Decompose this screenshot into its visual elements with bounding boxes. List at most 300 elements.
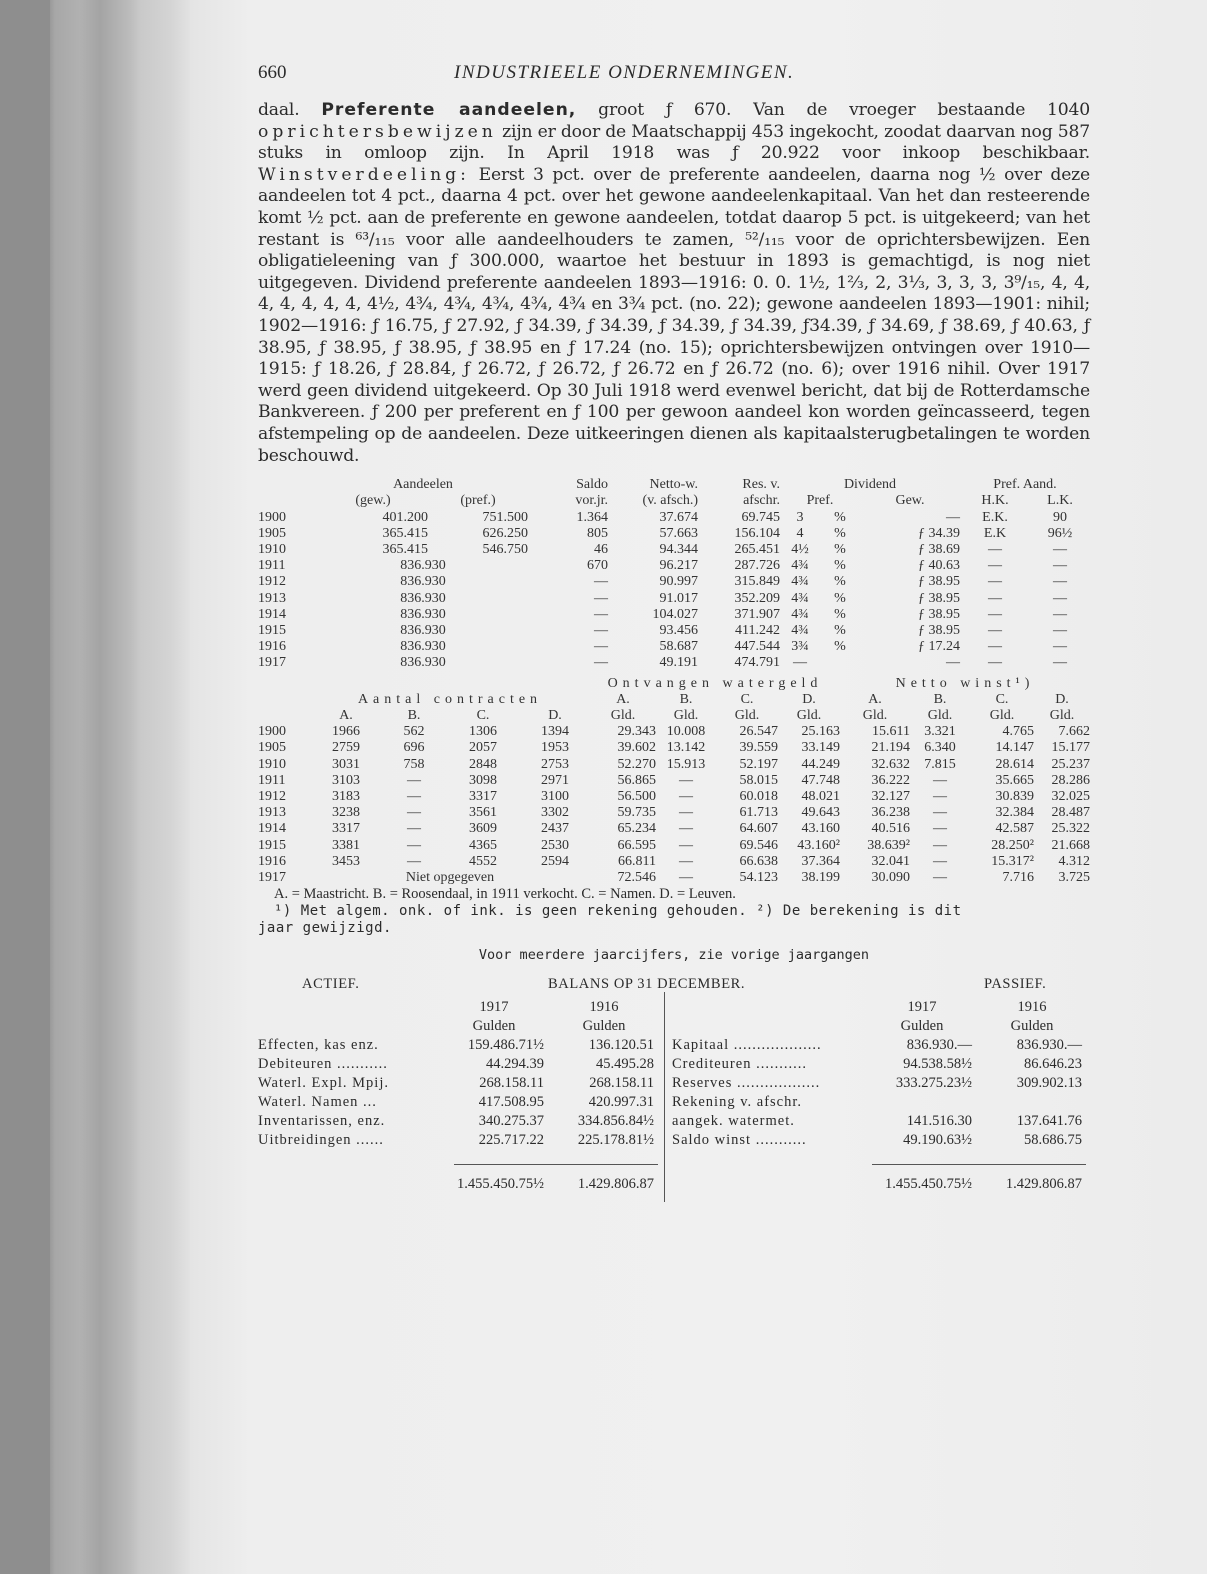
- netto-winst-cell: —: [933, 853, 947, 869]
- netto-cell: 93.456: [659, 622, 698, 638]
- watergeld-cell: 38.199: [801, 869, 840, 885]
- actief-value-1916: 136.120.51: [588, 1037, 654, 1054]
- actief-total-1916: 1.429.806.87: [577, 1176, 654, 1193]
- watergeld-cell: —: [679, 772, 693, 788]
- watergeld-cell: 44.249: [801, 756, 840, 772]
- actief-value-1917: 340.275.37: [478, 1113, 544, 1130]
- table-notes: [258, 886, 1090, 964]
- aandeelen-merged-cell: 836.930: [400, 622, 446, 638]
- section-heading-preferente: Preferente aandeelen,: [321, 100, 577, 120]
- passief-col-1916: [982, 998, 1082, 1150]
- netto-cell: 91.017: [659, 590, 698, 606]
- actief-value-1917: 159.486.71½: [467, 1037, 544, 1054]
- pct-cell: %: [834, 606, 846, 622]
- saldo-cell: —: [594, 574, 608, 590]
- pct-cell: %: [834, 509, 846, 525]
- aandeelen-merged-cell: 836.930: [400, 655, 446, 671]
- actief-label-cell: Debiteuren ...........: [258, 1056, 388, 1073]
- watergeld-cell: —: [679, 805, 693, 821]
- footnote-1-cont: jaar gewijzigd.: [258, 920, 392, 937]
- hk-cell: E.K.: [982, 509, 1008, 525]
- actief-total-1917: 1.455.450.75½: [457, 1176, 544, 1193]
- passief-total-1916: 1.429.806.87: [1005, 1176, 1082, 1193]
- passief-value-1917: 141.516.30: [906, 1113, 972, 1130]
- header-netto-sub: (v. afsch.): [642, 493, 698, 509]
- page-content: [258, 56, 1090, 1198]
- netto-winst-cell: —: [933, 869, 947, 885]
- book-spine: [0, 0, 190, 1574]
- passief-value-1916: 58.686.75: [1024, 1132, 1082, 1149]
- contracts-cell: 3609: [469, 821, 497, 837]
- header-letter-d: D.: [548, 707, 562, 723]
- watergeld-cell: 43.160²: [797, 837, 840, 853]
- netto-winst-cell: —: [933, 821, 947, 837]
- body-paragraph: [258, 100, 1090, 467]
- div-pref-cell: —: [793, 655, 807, 671]
- lk-cell: —: [1053, 655, 1067, 671]
- watergeld-cell: 56.500: [617, 788, 656, 804]
- header-letter-b: B.: [933, 691, 947, 707]
- actief-value-1916: 420.997.31: [588, 1094, 654, 1111]
- table-row: [258, 574, 1090, 590]
- year-header: 1916: [589, 999, 619, 1016]
- res-cell: 69.745: [741, 509, 780, 525]
- contracts-cell: 1306: [469, 724, 497, 740]
- netto-winst-cell: 21.194: [871, 740, 910, 756]
- watergeld-cell: 15.913: [666, 756, 706, 772]
- contracts-cell: 2759: [332, 740, 360, 756]
- lk-cell: —: [1053, 606, 1067, 622]
- netto-cell: 90.997: [659, 574, 698, 590]
- text-run: Eerst 3 pct. over de preferente aandeelen, daarna nog ½ over deze aandeelen tot 4 pct., daarna 4 pct. over het gewone aandeelenkapitaal. Van het dan resteerende komt ½ pct. aan de preferente en gewone aandeelen, totdat daarop 5 pct. is uitgekeerd; van het restant is ⁶³/₁₁₅ voor alle aandeelhouders te zamen, ⁵²/₁₁₅ voor de oprichtersbewijzen. Een obligatieleening van ƒ 300.000, waartoe het bestuur in 1893 is gemachtigd, is nog niet uitgegeven. Dividend preferente aandeelen 1893—1916: 0. 0. 1½, 1⅔, 2, 3⅓, 3, 3, 3, 3⁹/₁₅, 4, 4, 4, 4, 4, 4, 4, 4½, 4¾, 4¾, 4¾, 4¾, 4¾ en 3¾ pct. (no. 22); gewone aandeelen 1893—1901: nihil; 1902—1916: ƒ 16.75, ƒ 27.92, ƒ 34.39, ƒ 34.39, ƒ 34.39, ƒ 34.39, ƒ34.39, ƒ 34.69, ƒ 38.69, ƒ 40.63, ƒ 38.95, ƒ 38.95, ƒ 38.95, ƒ 38.95 en ƒ 17.24 (no. 15); oprichtersbewijzen ontvingen over 1910—1915: ƒ 18.26, ƒ 28.84, ƒ 26.72, ƒ 26.72, ƒ 26.72 en ƒ 26.72 (no. 6); over 1916 nihil. Over 1917 werd geen dividend uitgekeerd. Op 30 Juli 1918 werd evenwel bericht, dat bij de Rotterdamsche Bankvereen. ƒ 200 per preferent en ƒ 100 per gewoon aandeel kon worden geïncasseerd, tegen afstempeling op de aandeelen. Deze uitkeeringen dienen als kapitaalsterugbetalingen te worden beschouwd.: [258, 164, 1090, 466]
- netto-winst-cell: 15.611: [872, 724, 910, 740]
- div-gew-cell: ƒ 38.95: [918, 574, 960, 590]
- netto-winst-cell: 3.321: [924, 724, 956, 740]
- watergeld-cell: 66.811: [618, 853, 656, 869]
- watergeld-cell: 43.160: [801, 821, 840, 837]
- res-cell: 447.544: [734, 639, 780, 655]
- passief-value-1917: 333.275.23½: [895, 1075, 972, 1092]
- header-div-gew: Gew.: [895, 493, 925, 509]
- res-cell: 287.726: [734, 558, 780, 574]
- balance-title: BALANS OP 31 DECEMBER.: [548, 976, 746, 993]
- watergeld-cell: 13.142: [666, 740, 706, 756]
- watergeld-cell: 39.602: [617, 740, 656, 756]
- div-gew-cell: —: [946, 655, 960, 671]
- page-number: 660: [258, 62, 287, 83]
- netto-winst-cell: 42.587: [995, 821, 1034, 837]
- div-gew-cell: ƒ 17.24: [918, 639, 960, 655]
- netto-winst-cell: —: [933, 772, 947, 788]
- actief-label-cell: Uitbreidingen ......: [258, 1132, 384, 1149]
- year-cell: 1913: [258, 805, 286, 821]
- contracts-cell: 1953: [541, 740, 569, 756]
- watergeld-cell: 48.021: [801, 788, 840, 804]
- table-row: [258, 757, 1090, 773]
- header-netto: Netto-w.: [649, 477, 698, 493]
- saldo-cell: —: [594, 606, 608, 622]
- hk-cell: —: [988, 639, 1002, 655]
- gew-cell: 365.415: [382, 525, 428, 541]
- table-letter-row: [258, 692, 1090, 708]
- header-unit: Gld.: [796, 707, 822, 723]
- netto-winst-cell: 15.177: [1051, 740, 1090, 756]
- netto-winst-cell: —: [933, 837, 947, 853]
- netto-winst-cell: 28.614: [995, 756, 1034, 772]
- hk-cell: —: [988, 558, 1002, 574]
- netto-winst-cell: 7.662: [1058, 724, 1090, 740]
- saldo-cell: 46: [594, 541, 608, 557]
- table-unit-row: [258, 708, 1090, 724]
- year-cell: 1914: [258, 821, 286, 837]
- netto-winst-cell: 3.725: [1058, 869, 1090, 885]
- watergeld-cell: —: [679, 837, 693, 853]
- saldo-cell: —: [594, 590, 608, 606]
- netto-cell: 104.027: [652, 606, 698, 622]
- header-pref-aand: Pref. Aand.: [993, 477, 1057, 493]
- header-unit: Gld.: [862, 707, 888, 723]
- contracts-cell: —: [407, 837, 421, 853]
- balance-divider: [664, 992, 665, 1202]
- netto-winst-cell: 28.286: [1051, 772, 1090, 788]
- watergeld-cell: 66.595: [617, 837, 656, 853]
- netto-winst-cell: 28.487: [1051, 805, 1090, 821]
- year-cell: 1913: [258, 590, 286, 606]
- contracts-cell: 1966: [332, 724, 360, 740]
- year-cell: 1916: [258, 853, 286, 869]
- header-unit: Gld.: [1049, 707, 1075, 723]
- running-title: INDUSTRIEELE ONDERNEMINGEN.: [454, 62, 795, 83]
- contracts-cell: 2057: [469, 740, 497, 756]
- actief-value-1917: 44.294.39: [486, 1056, 544, 1073]
- contracts-cell: 3238: [332, 805, 360, 821]
- passief-values-1916: [982, 1036, 1082, 1150]
- table-row: [258, 789, 1090, 805]
- netto-winst-cell: 4.312: [1058, 853, 1090, 869]
- year-cell: 1911: [258, 558, 286, 574]
- contracts-cell: 2848: [469, 756, 497, 772]
- actief-value-1916: 45.495.28: [596, 1056, 654, 1073]
- actief-value-1917: 225.717.22: [478, 1132, 544, 1149]
- year-cell: 1911: [258, 772, 286, 788]
- unit-header: Gulden: [900, 1018, 944, 1035]
- watergeld-cell: 39.559: [739, 740, 778, 756]
- passief-label-cell: Reserves ..................: [672, 1075, 821, 1092]
- passief-value-1917: 836.930.—: [906, 1037, 972, 1054]
- watergeld-cell: 60.018: [739, 788, 778, 804]
- lk-cell: —: [1053, 541, 1067, 557]
- actief-total-rule: [454, 1164, 658, 1165]
- actief-value-1916: 334.856.84½: [577, 1113, 654, 1130]
- contracts-cell: —: [407, 853, 421, 869]
- header-saldo: Saldo: [576, 477, 608, 493]
- emphasis-oprichtersbewijzen: oprichtersbewijzen: [258, 121, 497, 142]
- year-cell: 1905: [258, 525, 286, 541]
- watergeld-cell: 26.547: [739, 724, 778, 740]
- pct-cell: %: [834, 590, 846, 606]
- contracts-cell: 3100: [541, 788, 569, 804]
- contracts-watergeld-table: [258, 676, 1090, 887]
- div-gew-cell: ƒ 38.95: [918, 606, 960, 622]
- header-dividend: Dividend: [843, 477, 897, 493]
- table-row: [258, 740, 1090, 756]
- contracts-table-body: [258, 724, 1090, 886]
- actief-label-cell: Inventarissen, enz.: [258, 1113, 386, 1130]
- header-letter-c: C.: [476, 707, 490, 723]
- watergeld-cell: 33.149: [801, 740, 840, 756]
- header-res: Res. v.: [742, 477, 780, 493]
- actief-col-1916: [554, 998, 654, 1150]
- header-aandeelen: Aandeelen: [393, 477, 453, 493]
- pct-cell: [820, 655, 860, 671]
- footnote-1: ¹) Met algem. onk. of ink. is geen rekening gehouden. ²) De berekening is dit: [274, 903, 962, 920]
- lk-cell: —: [1053, 639, 1067, 655]
- table-row: [258, 773, 1090, 789]
- header-unit: Gld.: [610, 707, 636, 723]
- div-gew-cell: ƒ 38.95: [918, 590, 960, 606]
- passief-value-1917: [872, 1093, 972, 1112]
- res-cell: 265.451: [734, 541, 780, 557]
- table-row: [258, 510, 1090, 526]
- shares-dividend-table: [258, 477, 1090, 671]
- more-years-note: Voor meerdere jaarcijfers, zie vorige jaargangen: [478, 947, 870, 964]
- table-row: [258, 655, 1090, 671]
- passief-value-1916: 86.646.23: [1024, 1056, 1082, 1073]
- watergeld-cell: 69.546: [739, 837, 778, 853]
- table-header-row: [258, 477, 1090, 493]
- watergeld-cell: 65.234: [617, 821, 656, 837]
- contracts-cell: —: [407, 805, 421, 821]
- netto-cell: 37.674: [659, 509, 698, 525]
- actief-col-1917: [444, 998, 544, 1150]
- passief-label-cell: aangek. watermet.: [672, 1113, 795, 1130]
- div-pref-cell: 4¾: [791, 590, 809, 606]
- pct-cell: %: [834, 622, 846, 638]
- contracts-cell: 3103: [332, 772, 360, 788]
- year-cell: 1905: [258, 740, 286, 756]
- lk-cell: —: [1053, 590, 1067, 606]
- table-row: [258, 591, 1090, 607]
- saldo-cell: —: [594, 655, 608, 671]
- contracts-cell: 1394: [541, 724, 569, 740]
- div-pref-cell: 4¾: [791, 574, 809, 590]
- hk-cell: —: [988, 590, 1002, 606]
- actief-value-1917: 417.508.95: [478, 1094, 544, 1111]
- netto-cell: 57.663: [659, 525, 698, 541]
- shares-table-body: [258, 510, 1090, 672]
- header-hk: H.K.: [981, 493, 1009, 509]
- watergeld-cell: —: [679, 821, 693, 837]
- aandeelen-merged-cell: 836.930: [400, 590, 446, 606]
- netto-cell: 58.687: [659, 639, 698, 655]
- contracts-cell: 3453: [332, 853, 360, 869]
- year-cell: 1915: [258, 622, 286, 638]
- balance-sheet: [258, 998, 1090, 1198]
- netto-winst-cell: 21.668: [1051, 837, 1090, 853]
- header-netto-winst: Netto winst¹): [895, 675, 1035, 691]
- contracts-cell: 2437: [541, 821, 569, 837]
- table-row: [258, 607, 1090, 623]
- passief-total-rule: [872, 1164, 1086, 1165]
- gew-cell: 365.415: [382, 541, 428, 557]
- header-unit: Gld.: [989, 707, 1015, 723]
- aandeelen-merged-cell: 836.930: [400, 558, 446, 574]
- div-gew-cell: ƒ 34.39: [918, 525, 960, 541]
- saldo-cell: 805: [587, 525, 608, 541]
- contracts-cell: —: [407, 788, 421, 804]
- contracts-cell: 696: [403, 740, 425, 756]
- passief-labels: [672, 1036, 872, 1150]
- year-header: 1917: [479, 999, 509, 1016]
- netto-winst-cell: 30.839: [995, 788, 1034, 804]
- pref-cell: 546.750: [482, 541, 528, 557]
- passief-label: PASSIEF.: [984, 976, 1047, 993]
- pref-cell: 751.500: [482, 509, 528, 525]
- header-unit: Gld.: [734, 707, 760, 723]
- passief-total-1917: 1.455.450.75½: [885, 1176, 972, 1193]
- netto-winst-cell: 6.340: [924, 740, 956, 756]
- netto-cell: 94.344: [659, 541, 698, 557]
- year-cell: 1912: [258, 788, 286, 804]
- hk-cell: E.K: [983, 525, 1007, 541]
- pct-cell: %: [834, 558, 846, 574]
- lk-cell: —: [1053, 558, 1067, 574]
- passief-label-cell: Crediteuren ...........: [672, 1056, 807, 1073]
- lk-cell: —: [1053, 622, 1067, 638]
- table-row: [258, 623, 1090, 639]
- header-unit: Gld.: [673, 707, 699, 723]
- netto-winst-cell: 32.127: [871, 788, 910, 804]
- saldo-cell: —: [594, 622, 608, 638]
- div-pref-cell: 4¾: [791, 558, 809, 574]
- watergeld-cell: 37.364: [801, 853, 840, 869]
- passief-values-1917: [872, 1036, 972, 1150]
- netto-winst-cell: 40.516: [871, 821, 910, 837]
- contracts-cell: 3317: [469, 788, 497, 804]
- year-header: 1916: [1017, 999, 1047, 1016]
- netto-winst-cell: 38.639²: [867, 837, 910, 853]
- text-run: daal.: [258, 100, 300, 120]
- legend-note: A. = Maastricht. B. = Roosendaal, in 1911 verkocht. C. = Namen. D. = Leuven.: [274, 886, 736, 903]
- unit-header: Gulden: [1010, 1018, 1054, 1035]
- header-letter-b: B.: [679, 691, 693, 707]
- table-row: [258, 542, 1090, 558]
- text-run: zijn er door de Maatschappij 453 ingekocht, zoodat daarvan nog 587 stuks in omloop zijn. In April 1918 was ƒ 20.922 voor inkoop beschikbaar.: [258, 121, 1090, 164]
- header-lk: L.K.: [1047, 493, 1073, 509]
- div-pref-cell: 3: [796, 509, 804, 525]
- watergeld-cell: 25.163: [801, 724, 840, 740]
- res-cell: 315.849: [734, 574, 780, 590]
- watergeld-cell: 66.638: [739, 853, 778, 869]
- watergeld-cell: 64.607: [739, 821, 778, 837]
- gew-cell: 401.200: [382, 509, 428, 525]
- watergeld-cell: 54.123: [739, 869, 778, 885]
- passief-value-1916: [982, 1093, 1082, 1112]
- netto-winst-cell: 28.250²: [991, 837, 1034, 853]
- actief-label: ACTIEF.: [302, 976, 360, 993]
- pct-cell: %: [834, 525, 846, 541]
- table-row: [258, 821, 1090, 837]
- unit-header: Gulden: [582, 1018, 626, 1035]
- passief-col-1917: [872, 998, 972, 1150]
- year-cell: 1900: [258, 724, 286, 740]
- year-cell: 1915: [258, 837, 286, 853]
- div-pref-cell: 4½: [791, 541, 809, 557]
- netto-winst-cell: 15.317²: [991, 853, 1034, 869]
- header-res-sub: afschr.: [743, 493, 780, 509]
- passief-value-1916: 309.902.13: [1016, 1075, 1082, 1092]
- lk-cell: 90: [1053, 509, 1067, 525]
- not-reported-cell: Niet opgegeven: [405, 869, 495, 885]
- contracts-cell: 4365: [469, 837, 497, 853]
- actief-labels: [258, 1036, 438, 1150]
- contracts-cell: 3317: [332, 821, 360, 837]
- res-cell: 371.907: [734, 606, 780, 622]
- div-pref-cell: 4¾: [791, 622, 809, 638]
- year-cell: 1910: [258, 541, 286, 557]
- header-gew: (gew.): [355, 493, 391, 509]
- watergeld-cell: 10.008: [666, 724, 706, 740]
- balance-sheet-header: [258, 976, 1090, 998]
- watergeld-cell: —: [679, 853, 693, 869]
- watergeld-cell: 59.735: [617, 805, 656, 821]
- contracts-cell: 3031: [332, 756, 360, 772]
- table-row: [258, 526, 1090, 542]
- year-cell: 1910: [258, 756, 286, 772]
- contracts-cell: —: [407, 821, 421, 837]
- hk-cell: —: [988, 541, 1002, 557]
- aandeelen-merged-cell: 836.930: [400, 574, 446, 590]
- watergeld-cell: 61.713: [739, 805, 778, 821]
- text-run: groot ƒ 670. Van de vroeger bestaande 1040: [576, 100, 1090, 120]
- table-subheader-row: [258, 493, 1090, 509]
- actief-label-cell: Waterl. Namen ...: [258, 1094, 377, 1111]
- year-cell: 1916: [258, 639, 286, 655]
- contracts-cell: 2530: [541, 837, 569, 853]
- saldo-cell: —: [594, 639, 608, 655]
- watergeld-cell: 52.270: [617, 756, 656, 772]
- netto-winst-cell: 14.147: [995, 740, 1034, 756]
- saldo-cell: 1.364: [576, 509, 608, 525]
- passief-value-1916: 836.930.—: [1016, 1037, 1082, 1054]
- contracts-cell: 758: [403, 756, 425, 772]
- table-row: [258, 854, 1090, 870]
- netto-cell: 49.191: [659, 655, 698, 671]
- div-gew-cell: ƒ 40.63: [918, 558, 960, 574]
- actief-value-1916: 268.158.11: [589, 1075, 654, 1092]
- contracts-cell: 3098: [469, 772, 497, 788]
- netto-winst-cell: 36.238: [871, 805, 910, 821]
- contracts-cell: 3183: [332, 788, 360, 804]
- book-edge: [0, 0, 50, 1574]
- netto-winst-cell: 25.322: [1051, 821, 1090, 837]
- year-cell: 1917: [258, 655, 286, 671]
- header-letter-c: C.: [995, 691, 1009, 707]
- netto-winst-cell: 25.237: [1051, 756, 1090, 772]
- emphasis-winstverdeeling: Winstverdeeling:: [258, 164, 470, 185]
- hk-cell: —: [988, 606, 1002, 622]
- year-cell: 1914: [258, 606, 286, 622]
- watergeld-cell: 58.015: [739, 772, 778, 788]
- header-letter-a: A.: [868, 691, 882, 707]
- lk-cell: —: [1053, 574, 1067, 590]
- table-row: [258, 805, 1090, 821]
- header-saldo-sub: vor.jr.: [575, 493, 608, 509]
- netto-winst-cell: 30.090: [871, 869, 910, 885]
- netto-winst-cell: —: [933, 805, 947, 821]
- netto-winst-cell: 36.222: [871, 772, 910, 788]
- unit-header: Gulden: [472, 1018, 516, 1035]
